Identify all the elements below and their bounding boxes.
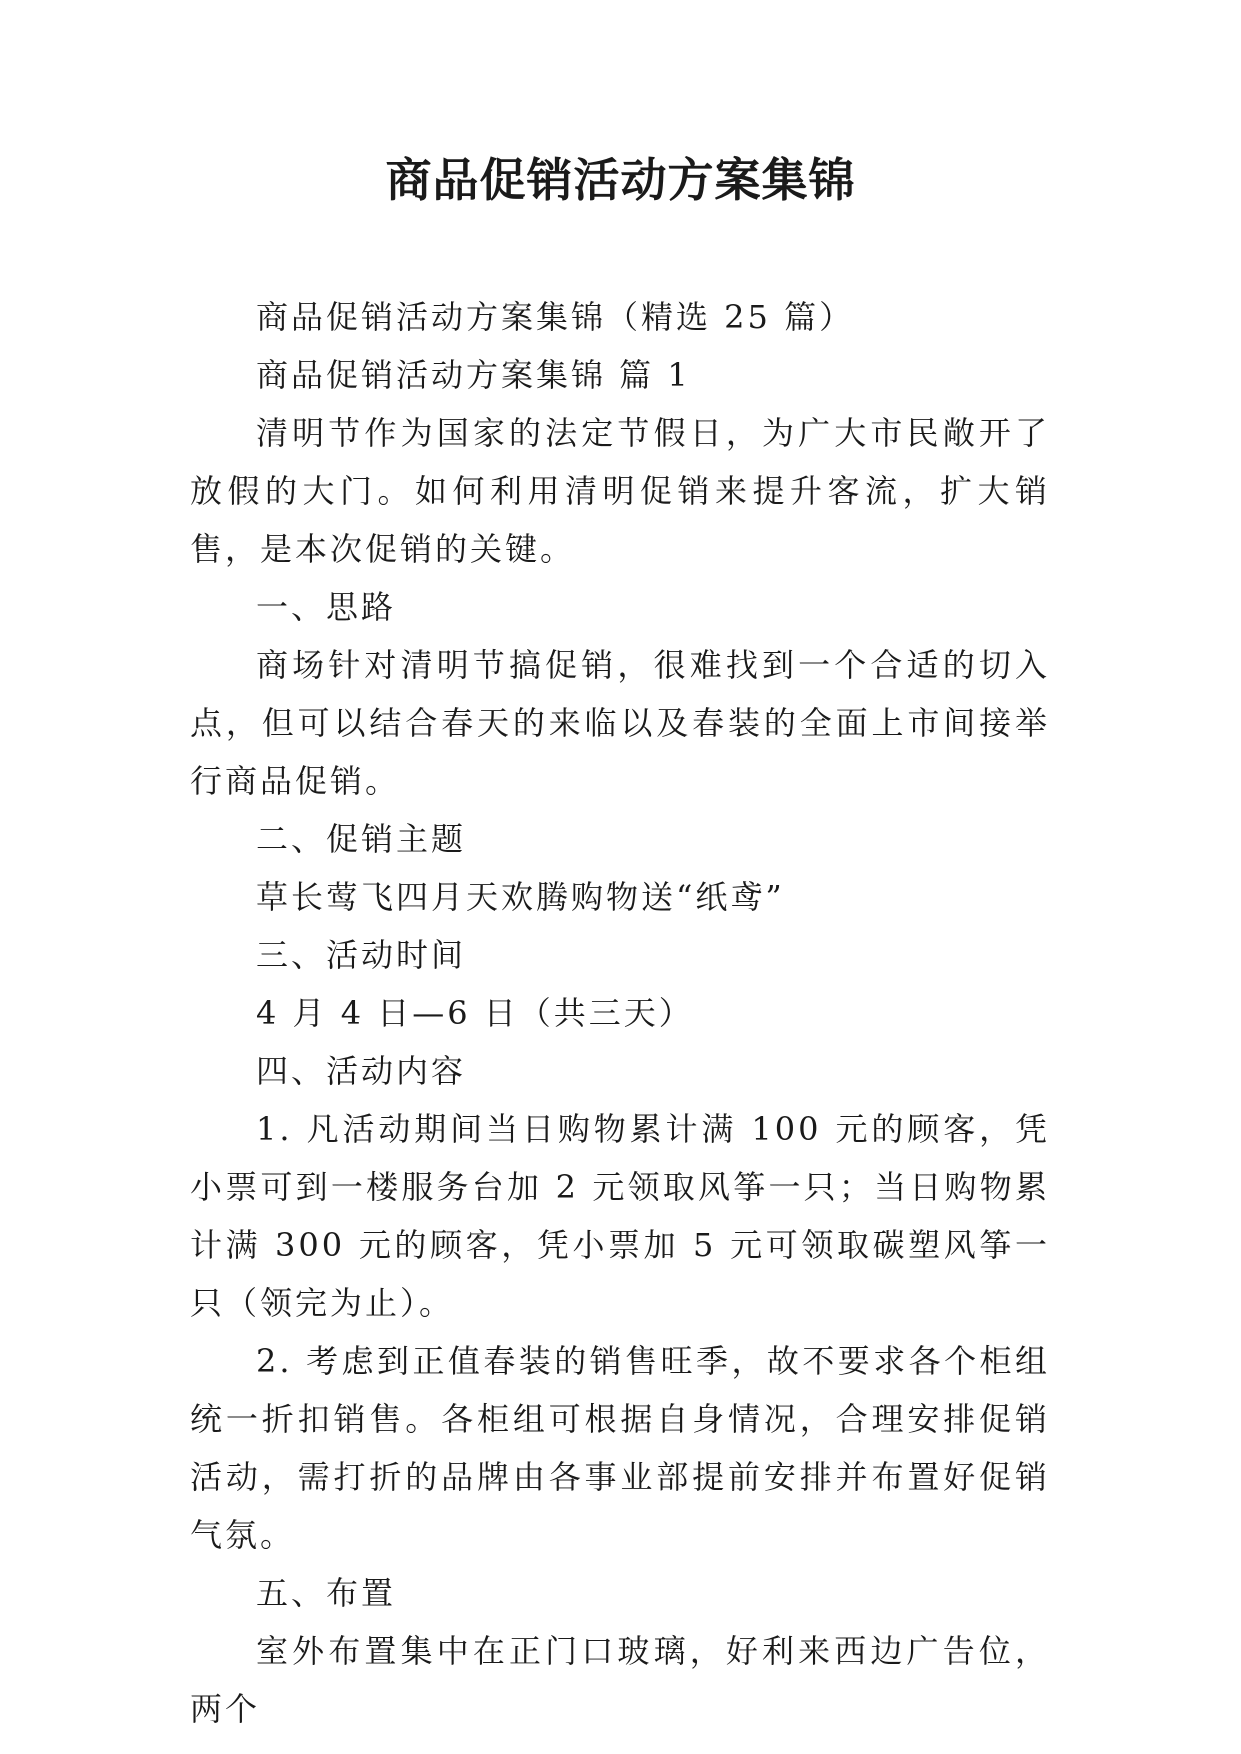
paragraph-article-heading: 商品促销活动方案集锦 篇 1 bbox=[256, 356, 691, 394]
paragraph-intro: 清明节作为国家的法定节假日，为广大市民敞开了放假的大门。如何利用清明促销来提升客流，扩大销售，是本次促销的关键。 bbox=[190, 414, 1050, 568]
paragraph-layout: 室外布置集中在正门口玻璃，好利来西边广告位，两个 bbox=[190, 1632, 1050, 1728]
document-title: 商品促销活动方案集锦 bbox=[385, 153, 856, 207]
document-body bbox=[190, 288, 1050, 1738]
section-heading-layout: 五、布置 bbox=[256, 1574, 397, 1612]
paragraph-theme: 草长莺飞四月天欢腾购物送“纸鸢” bbox=[256, 878, 785, 916]
paragraph-content-item-1: 1. 凡活动期间当日购物累计满 100 元的顾客，凭小票可到一楼服务台加 2 元领取风筝一只；当日购物累计满 300 元的顾客，凭小票加 5 元可领取碳塑风筝一只（领完为止）。 bbox=[190, 1110, 1050, 1322]
paragraph-content-item-2: 2. 考虑到正值春装的销售旺季，故不要求各个柜组统一折扣销售。各柜组可根据自身情况，合理安排促销活动，需打折的品牌由各事业部提前安排并布置好促销气氛。 bbox=[190, 1342, 1050, 1554]
section-heading-ideas: 一、思路 bbox=[256, 588, 397, 626]
paragraph-ideas: 商场针对清明节搞促销，很难找到一个合适的切入点，但可以结合春天的来临以及春装的全面上市间接举行商品促销。 bbox=[190, 646, 1050, 800]
section-heading-theme: 二、促销主题 bbox=[256, 820, 467, 858]
paragraph-time: 4 月 4 日—6 日（共三天） bbox=[256, 994, 694, 1032]
section-heading-content: 四、活动内容 bbox=[256, 1052, 467, 1090]
paragraph-collection-heading: 商品促销活动方案集锦（精选 25 篇） bbox=[256, 298, 855, 336]
section-heading-time: 三、活动时间 bbox=[256, 936, 467, 974]
